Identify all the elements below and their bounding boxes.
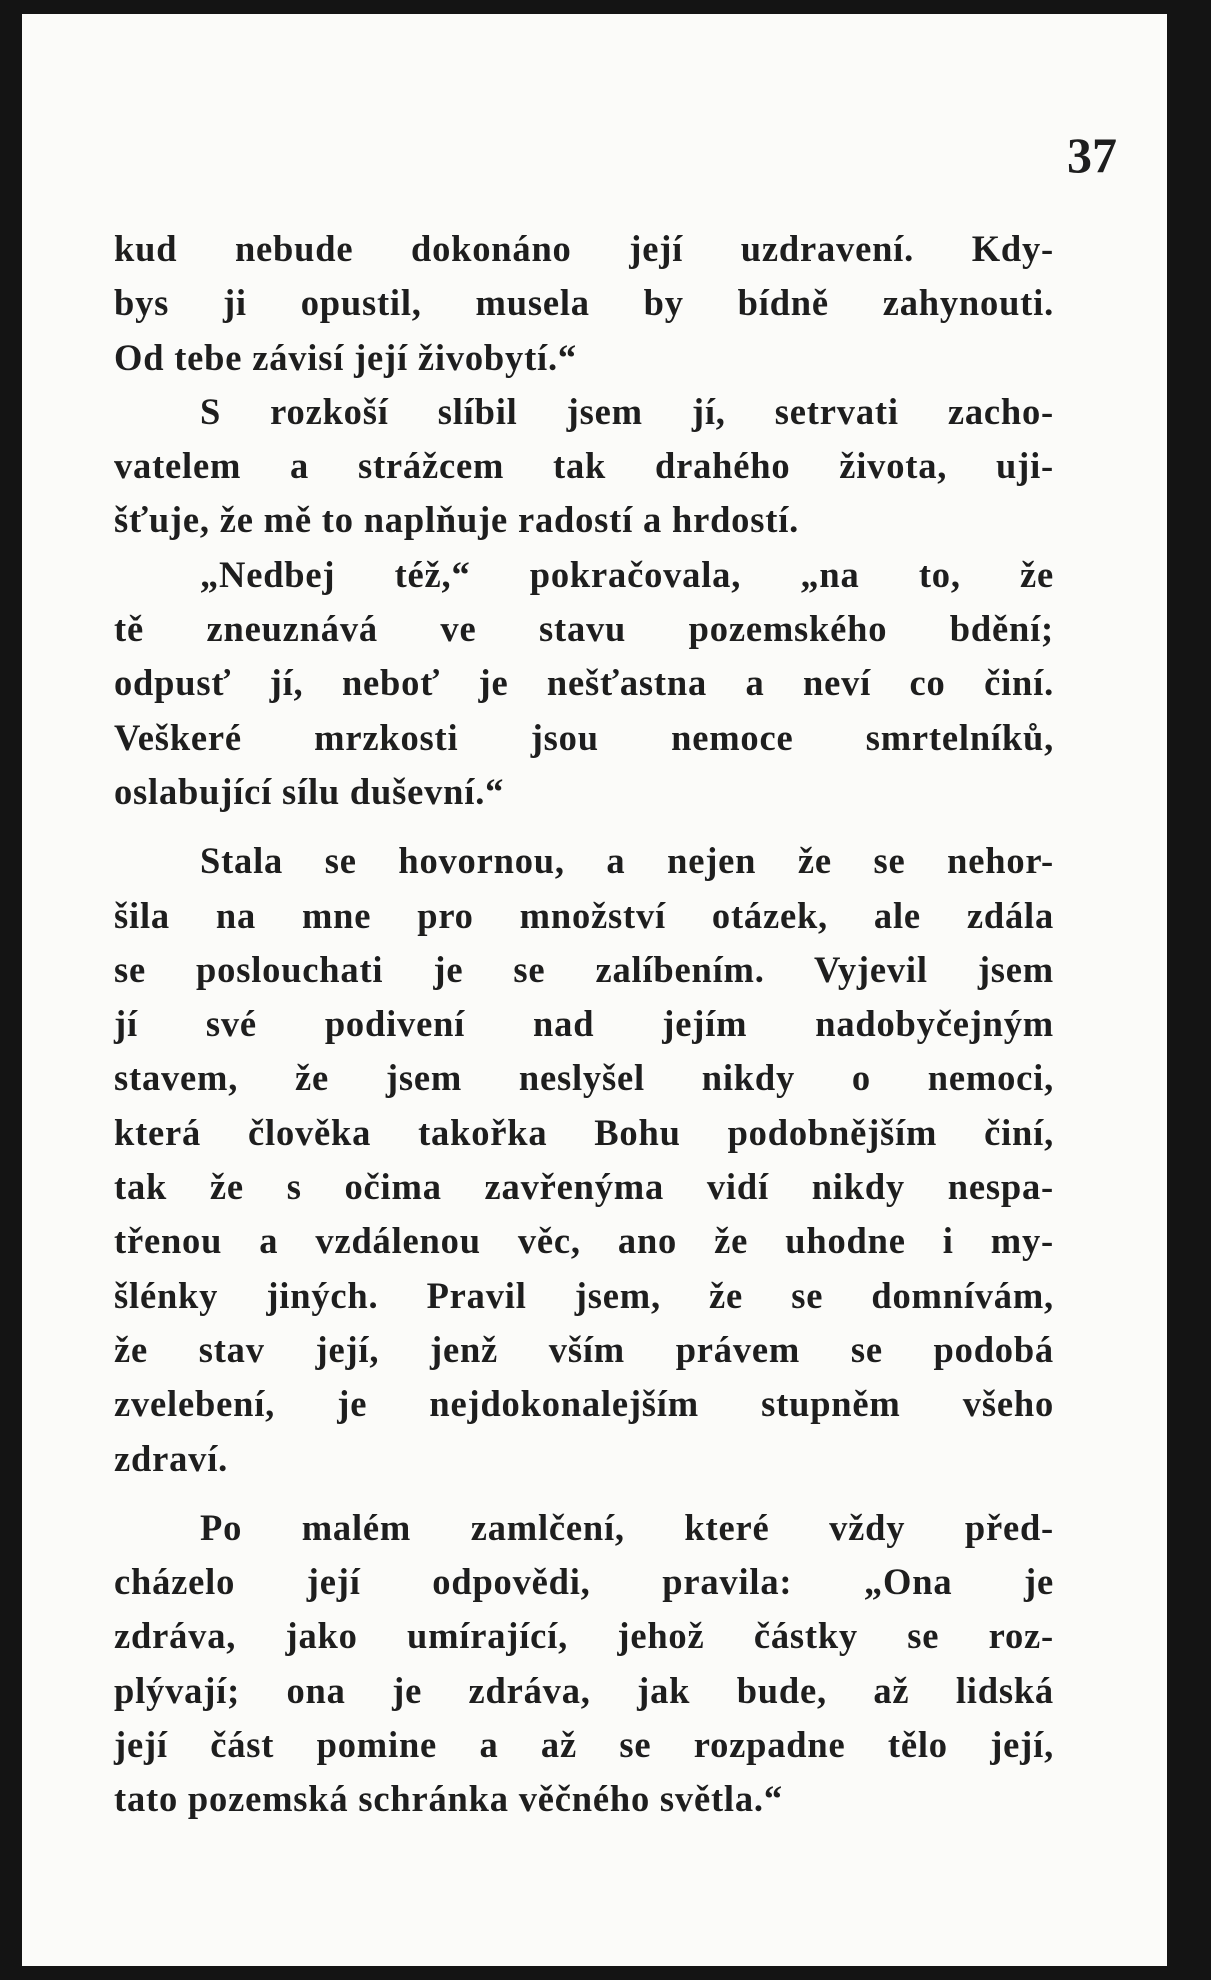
text-line: zvelebení, je nejdokonalejším stupněm všeho [114, 1383, 1054, 1425]
text-line: kud nebude dokonáno její uzdravení. Kdy- [114, 228, 1054, 269]
text-line: tě zneuznává ve stavu pozemského bdění; [114, 608, 1054, 650]
text-line: šlénky jiných. Pravil jsem, že se domnívám, [114, 1274, 1054, 1316]
text-line: oslabující sílu duševní.“ [114, 770, 505, 812]
text-line: její část pomine a až se rozpadne tělo její, [114, 1724, 1054, 1766]
text-line: stavem, že jsem neslyšel nikdy o nemoci, [114, 1057, 1054, 1099]
text-line: šťuje, že mě to naplňuje radostí a hrdostí. [114, 499, 800, 541]
text-line: vatelem a strážcem tak drahého života, uji- [114, 445, 1054, 487]
text-line: S rozkoší slíbil jsem jí, setrvati zacho- [200, 390, 1054, 432]
text-line: Veškeré mrzkosti jsou nemoce smrtelníků, [114, 716, 1054, 758]
paragraph [114, 385, 1054, 548]
text-line: jí své podivení nad jejím nadobyčejným [114, 1003, 1054, 1045]
text-line: zdráva, jako umírající, jehož částky se roz- [114, 1615, 1054, 1657]
text-line: Od tebe závisí její živobytí.“ [114, 336, 577, 378]
text-line: že stav její, jenž vším právem se podobá [114, 1328, 1054, 1370]
text-line: plývají; ona je zdráva, jak bude, až lidská [114, 1669, 1054, 1711]
paragraph [114, 222, 1054, 385]
text-line: bys ji opustil, musela by bídně zahynouti. [114, 282, 1054, 324]
paragraph [114, 548, 1054, 819]
text-line: Stala se hovornou, a nejen že se nehor- [200, 840, 1054, 882]
paragraph [114, 834, 1054, 1486]
text-line: šila na mne pro množství otázek, ale zdála [114, 894, 1054, 936]
text-line: odpusť jí, neboť je nešťastna a neví co činí. [114, 662, 1054, 704]
text-line: která člověka takořka Bohu podobnějším činí, [114, 1111, 1054, 1153]
text-line: třenou a vzdálenou věc, ano že uhodne i my- [114, 1220, 1054, 1262]
text-line: „Nedbej též,“ pokračovala, „na to, že [200, 553, 1054, 595]
text-line: cházelo její odpovědi, pravila: „Ona je [114, 1561, 1054, 1603]
text-line: tato pozemská schránka věčného světla.“ [114, 1778, 783, 1820]
text-line: se poslouchati je se zalíbením. Vyjevil jsem [114, 948, 1054, 990]
text-line: Po malém zamlčení, které vždy před- [200, 1506, 1054, 1548]
paragraph [114, 1501, 1054, 1827]
page-number: 37 [1067, 127, 1117, 183]
book-page [22, 14, 1167, 1966]
text-line: zdraví. [114, 1437, 229, 1479]
text-line: tak že s očima zavřenýma vidí nikdy nespa- [114, 1166, 1054, 1208]
page-text [114, 222, 1054, 1827]
